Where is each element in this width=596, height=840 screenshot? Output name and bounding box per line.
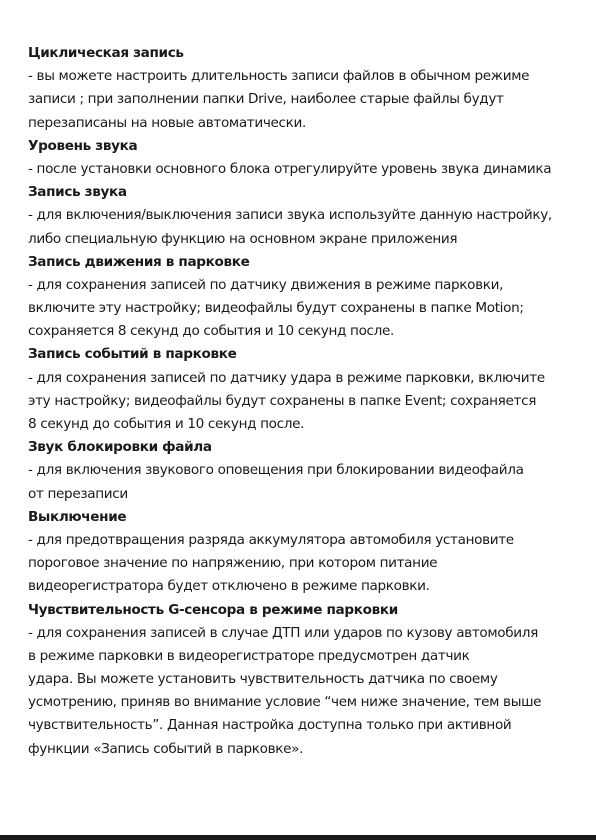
section-text-line: перезаписаны на новые автоматически.: [28, 114, 306, 131]
section-text-line: - для включения/выключения записи звука используйте данную настройку,: [28, 207, 552, 224]
section-text-line: - для предотвращения разряда аккумулятора автомобиля установите: [28, 531, 514, 548]
section-text-line: усмотрению, приняв во внимание условие “чем ниже значение, тем выше: [28, 694, 542, 711]
section-text-line: функции «Запись событий в парковке».: [28, 740, 304, 757]
section-text-line: от перезаписи: [28, 485, 128, 502]
section-text-line: - для сохранения записей в случае ДТП или ударов по кузову автомобиля: [28, 624, 538, 641]
section-text-line: видеорегистратора будет отключено в режиме парковки.: [28, 578, 430, 595]
section-text-line: - для сохранения записей по датчику движения в режиме парковки,: [28, 276, 504, 293]
section-text-line: 8 секунд до события и 10 секунд после.: [28, 416, 305, 432]
section-text-line: записи ; при заполнении папки Drive, наиболее старые файлы будут: [28, 91, 504, 108]
section-text-line: - для включения звукового оповещения при блокировании видеофайла: [28, 462, 524, 479]
section-text-line: - для сохранения записей по датчику удара в режиме парковки, включите: [28, 369, 545, 386]
section-heading-sound-recording: Запись звука: [28, 184, 127, 201]
section-text-line: эту настройку; видеофайлы будут сохранены в папке Event; сохраняется: [28, 392, 537, 409]
section-text-line: чувствительность”. Данная настройка доступна только при активной: [28, 717, 512, 734]
section-text-line: удара. Вы можете установить чувствительность датчика по своему: [28, 671, 498, 688]
section-heading-loop-recording: Циклическая запись: [28, 45, 184, 61]
section-text-line: в режиме парковки в видеорегистраторе предусмотрен датчик: [28, 647, 470, 664]
section-heading-parking-events: Запись событий в парковке: [28, 346, 237, 363]
section-text-line: сохраняется 8 секунд до события и 10 секунд после.: [28, 323, 395, 340]
section-text-line: пороговое значение по напряжению, при котором питание: [28, 555, 438, 572]
section-heading-file-lock-sound: Звук блокировки файла: [28, 439, 212, 456]
section-text-line: включите эту настройку; видеофайлы будут сохранены в папке Motion;: [28, 300, 524, 317]
section-heading-parking-motion: Запись движения в парковке: [28, 253, 250, 270]
section-text-line: либо специальную функцию на основном экране приложения: [28, 230, 458, 247]
section-heading-sound-level: Уровень звука: [28, 137, 138, 154]
section-text-line: - после установки основного блока отрегулируйте уровень звука динамика: [28, 160, 552, 177]
page-bottom-divider: [0, 835, 596, 840]
section-heading-g-sensor-parking: Чувствительность G-сенсора в режиме парковки: [28, 601, 398, 618]
document-body: [28, 42, 573, 761]
section-heading-shutdown: Выключение: [28, 508, 127, 525]
section-text-line: - вы можете настроить длительность записи файлов в обычном режиме: [28, 68, 530, 85]
